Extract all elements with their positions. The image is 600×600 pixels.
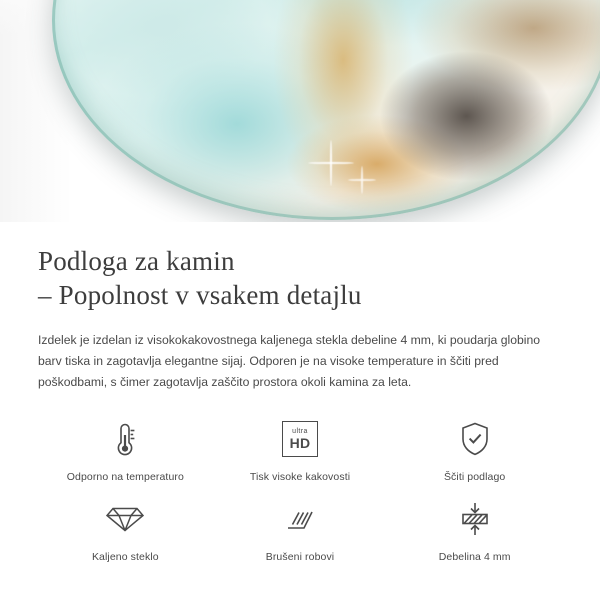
feature-label: Brušeni robovi — [265, 551, 335, 563]
feature-item-temperature — [38, 417, 213, 483]
feature-label: Kaljeno steklo — [91, 551, 159, 563]
feature-item-thickness — [387, 497, 562, 563]
thermometer-icon — [107, 417, 143, 461]
feature-item-print-quality — [213, 417, 388, 483]
feature-item-surface-protection — [387, 417, 562, 483]
feature-item-polished-edges — [213, 497, 388, 563]
feature-label: Ščiti podlago — [443, 471, 506, 483]
feature-label: Debelina 4 mm — [438, 551, 511, 563]
ultra-hd-icon — [282, 417, 318, 461]
shield-check-icon — [458, 417, 492, 461]
hero-image — [0, 0, 600, 222]
feature-grid — [38, 417, 562, 563]
ultra-hd-bottom-text: HD — [289, 435, 311, 451]
thickness-arrows-icon — [455, 497, 495, 541]
polished-edges-icon — [280, 497, 320, 541]
feature-label: Odporno na temperaturo — [66, 471, 184, 483]
ultra-hd-top-text: ultra — [292, 428, 308, 435]
feature-item-tempered-glass — [38, 497, 213, 563]
feature-label: Tisk visoke kakovosti — [249, 471, 351, 483]
product-description: Izdelek je izdelan iz visokokakovostnega kaljenega stekla debeline 4 mm, ki poudarja globino barv tiska in zagotavlja elegantne sijaj. Odporen je na visoke temperature in ščiti pred poškodbami, s čimer zagotavlja zaščito prostora okoli kamina za leta. — [38, 333, 541, 389]
title-line-1: Podloga za kamin — [38, 246, 235, 276]
content-area — [0, 244, 600, 563]
page-title — [38, 244, 562, 312]
title-line-2: – Popolnost v vsakem detajlu — [38, 280, 362, 310]
diamond-icon — [105, 497, 145, 541]
